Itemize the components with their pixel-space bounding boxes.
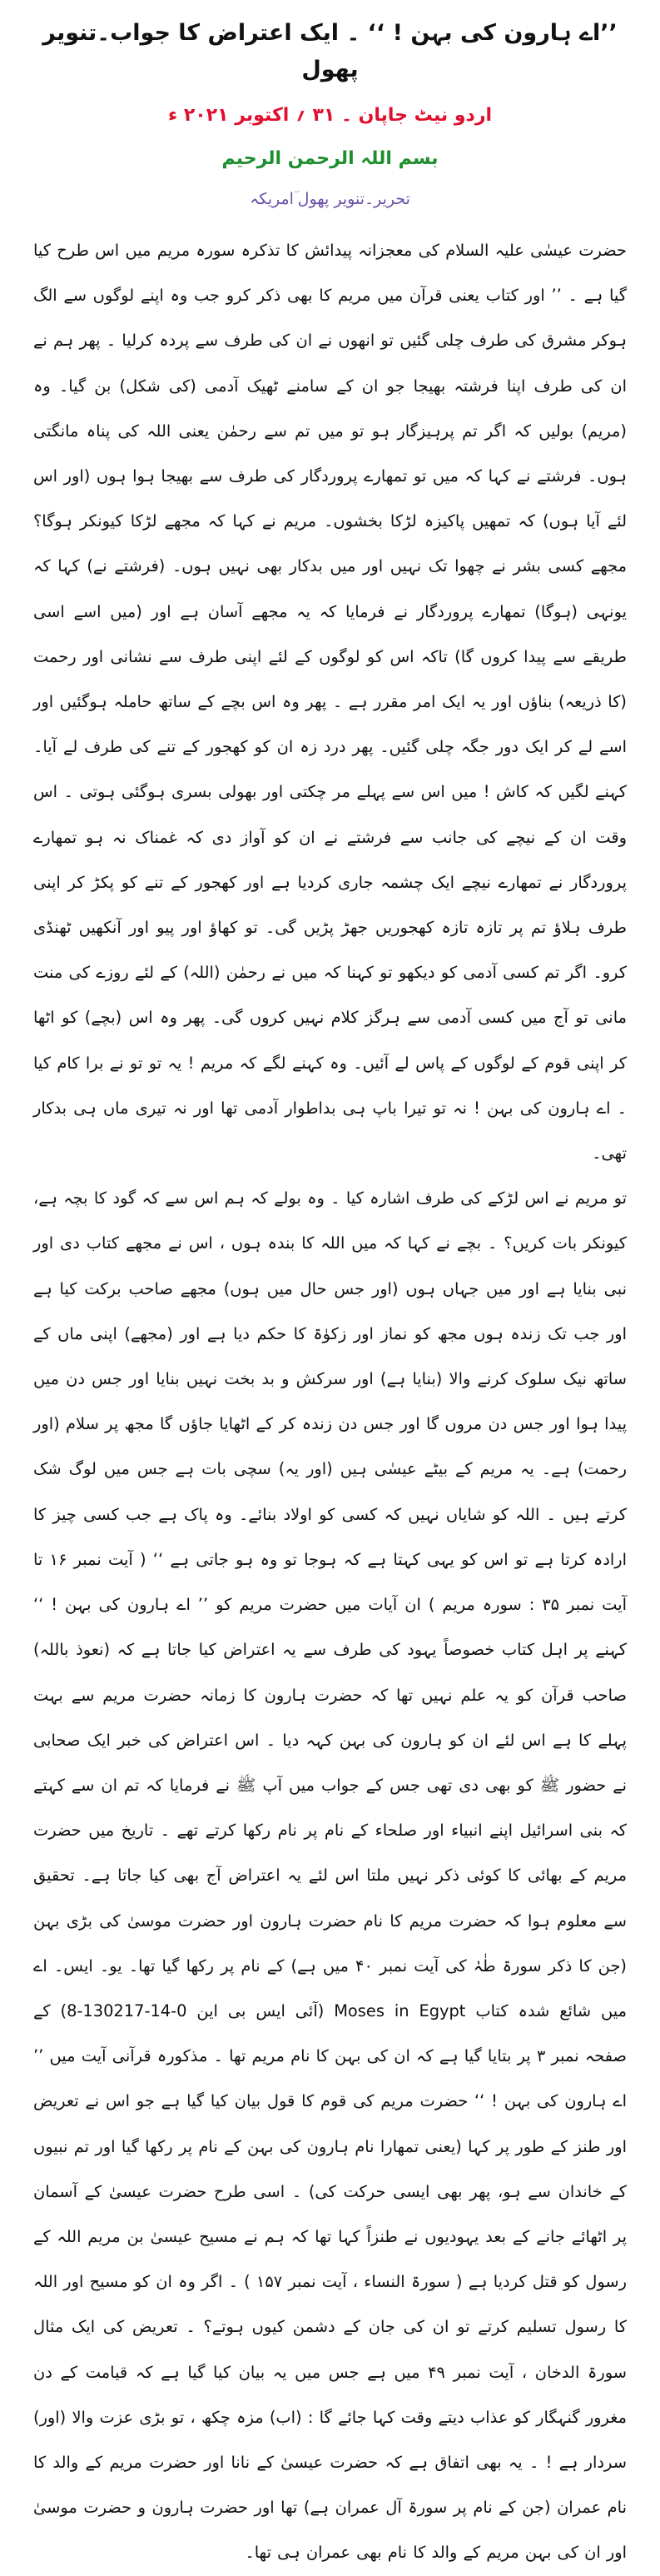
- article-body: [33, 228, 627, 2576]
- body-paragraph: تو مریم نے اس لڑکے کی طرف اشارہ کیا ۔ وہ بولے کہ ہم اس سے کہ گود کا بچہ ہے، کیونکر بات کریں؟ ۔ بچے نے کہا کہ میں اللہ کا بندہ ہوں ، اس نے مجھے کتاب دی اور نبی بنایا ہے اور میں جہاں ہوں (اور جس حال میں ہوں) مجھے صاحب برکت کیا ہے اور جب تک زندہ ہوں مجھ کو نماز اور زکوٰۃ کا حکم دیا ہے اور (مجھے) اپنی ماں کے ساتھ نیک سلوک کرنے والا (بنایا ہے) اور سرکش و بد بخت نہیں بنایا اور جس دن میں پیدا ہوا اور جس دن مروں گا اور جس دن زندہ کر کے اٹھایا جاؤں گا مجھ پر سلام (اور رحمت) ہے۔ یہ مریم کے بیٹے عیسٰی ہیں (اور یہ) سچی بات ہے جس میں لوگ شک کرتے ہیں ۔ اللہ کو شایاں نہیں کہ کسی کو اولاد بنائے۔ وہ پاک ہے جب کسی چیز کا ارادہ کرتا ہے تو اس کو یہی کہتا ہے کہ ہوجا تو وہ ہو جاتی ہے ‘‘ ( آیت نمبر ۱۶ تا آیت نمبر ۳۵ : سورہ مریم ) ان آیات میں حضرت مریم کو ’’ اے ہارون کی بہن ! ‘‘ کہنے پر اہل کتاب خصوصاً یہود کی طرف سے یہ اعتراض کیا جاتا ہے کہ (نعوذ باللہ) صاحب قرآن کو یہ علم نہیں تھا کہ حضرت ہارون کا زمانہ حضرت مریم سے بہت پہلے کا ہے اس لئے ان کو ہارون کی بہن کہہ دیا ۔ اس اعتراض کی خبر ایک صحابی نے حضور ﷺ کو بھی دی تھی جس کے جواب میں آپ ﷺ نے فرمایا کہ تم ان سے کہتے کہ بنی اسرائیل اپنے انبیاء اور صلحاء کے نام پر نام رکھا کرتے تھے ۔ تاریخ میں حضرت مریم کے بھائی کا کوئی ذکر نہیں ملتا اس لئے یہ اعتراض آج بھی کیا جاتا ہے۔ تحقیق سے معلوم ہوا کہ حضرت مریم کا نام حضرت ہارون اور حضرت موسیٰ کی بڑی بہن (جن کا ذکر سورۃ طٰہٰ کی آیت نمبر ۴۰ میں ہے) کے نام پر رکھا گیا تھا۔ یو۔ ایس۔ اے میں شائع شدہ کتاب Moses in Egypt (آئی ایس بی این 0-14-130217-8) کے صفحہ نمبر ۳ پر بتایا گیا ہے کہ ان کی بہن کا نام مریم تھا ۔ مذکورہ قرآنی آیت میں ’’ اے ہارون کی بہن ! ‘‘ حضرت مریم کی قوم کا قول بیان کیا گیا ہے جو اس نے تعریض اور طنز کے طور پر کہا (یعنی تمھارا نام ہارون کی بہن کے نام پر رکھا گیا اور تم نبیوں کے خاندان سے ہو، پھر بھی ایسی حرکت کی) ۔ اسی طرح حضرت عیسیٰ کے آسمان پر اٹھائے جانے کے بعد یہودیوں نے طنزاً کہا تھا کہ ہم نے مسیح عیسیٰ بن مریم اللہ کے رسول کو قتل کردیا ہے ( سورۃ النساء ، آیت نمبر ۱۵۷ ) ۔ اگر وہ ان کو مسیح اور اللہ کا رسول تسلیم کرتے تو ان کی جان کے دشمن کیوں ہوتے؟ ۔ تعریض کی ایک مثال سورۃ الدخان ، آیت نمبر ۴۹ میں ہے جس میں یہ بیان کیا گیا ہے کہ قیامت کے دن مغرور گنہگار کو عذاب دیتے وقت کہا جائے گا : (اب) مزہ چکھ ، تو بڑی عزت والا (اور) سردار ہے ! ۔ یہ بھی اتفاق ہے کہ حضرت عیسیٰ کے نانا اور حضرت مریم کے والد کا نام عمران (جن کے نام پر سورۃ آل عمران ہے) تھا اور حضرت ہارون و حضرت موسیٰ اور ان کی بہن مریم کے والد کا نام بھی عمران ہی تھا۔: [33, 1188, 627, 2563]
- body-paragraph: حضرت عیسٰی علیہ السلام کی معجزانہ پیدائش کا تذکرہ سورہ مریم میں اس طرح کیا گیا ہے ۔ ’’ اور کتاب یعنی قرآن میں مریم کا بھی ذکر کرو جب وہ اپنے لوگوں سے الگ ہوکر مشرق کی طرف چلی گئیں تو انھوں نے ان کی طرف سے پردہ کرلیا ۔ پھر ہم نے ان کی طرف اپنا فرشتہ بھیجا جو ان کے سامنے ٹھیک آدمی (کی شکل) بن گیا۔ وہ (مریم) بولیں کہ اگر تم پرہیزگار ہو تو میں تم سے رحمٰن یعنی اللہ کی پناہ مانگتی ہوں۔ فرشتے نے کہا کہ میں تو تمھارے پروردگار کی طرف سے بھیجا ہوا ہوں (اور اس لئے آیا ہوں) کہ تمھیں پاکیزہ لڑکا بخشوں۔ مریم نے کہا کہ مجھے لڑکا کیونکر ہوگا؟ مجھے کسی بشر نے چھوا تک نہیں اور میں بدکار بھی نہیں ہوں۔ (فرشتے نے) کہا کہ یونہی (ہوگا) تمھارے پروردگار نے فرمایا کہ یہ مجھے آسان ہے اور (میں اسے اسی طریقے سے پیدا کروں گا) تاکہ اس کو لوگوں کے لئے اپنی طرف سے نشانی اور رحمت (کا ذریعہ) بناؤں اور یہ ایک امر مقرر ہے ۔ پھر وہ اس بچے کے ساتھ حاملہ ہوگئیں اور اسے لے کر ایک دور جگہ چلی گئیں۔ پھر درد زہ ان کو کھجور کے تنے کی طرف لے آیا۔ کہنے لگیں کہ کاش ! میں اس سے پہلے مر چکتی اور بھولی بسری ہوگئی ہوتی ۔ اس وقت ان کے نیچے کی جانب سے فرشتے نے ان کو آواز دی کہ غمناک نہ ہو تمھارے پروردگار نے تمھارے نیچے ایک چشمہ جاری کردیا ہے اور کھجور کے تنے کو پکڑ کر اپنی طرف ہلاؤ تم پر تازہ تازہ کھجوریں جھڑ پڑیں گی۔ تو کھاؤ اور پیو اور آنکھیں ٹھنڈی کرو۔ اگر تم کسی آدمی کو دیکھو تو کہنا کہ میں نے رحمٰن (اللہ) کے لئے روزے کی منت مانی تو آج میں کسی آدمی سے ہرگز کلام نہیں کروں گی۔ پھر وہ اس (بچے) کو اٹھا کر اپنی قوم کے لوگوں کے پاس لے آئیں۔ وہ کہنے لگے کہ مریم ! یہ تو تو نے برا کام کیا ۔ اے ہارون کی بہن ! نہ تو تیرا باپ ہی بداطوار آدمی تھا اور نہ تیری ماں ہی بدکار تھی۔: [33, 241, 627, 1163]
- publication-dateline: اردو نیٹ جاپان ۔ ۳۱ ؍ اکتوبر ۲۰۲۱ ء: [167, 105, 493, 126]
- bismillah-line: بسم اللہ الرحمن الرحیم: [221, 148, 439, 169]
- article-title: ’’اے ہارون کی بہن ! ‘‘ ۔ ایک اعتراض کا جواب۔تنویر پھول: [42, 20, 618, 82]
- author-byline: تحریر۔تنویر پھول ؔامریکہ: [250, 190, 410, 208]
